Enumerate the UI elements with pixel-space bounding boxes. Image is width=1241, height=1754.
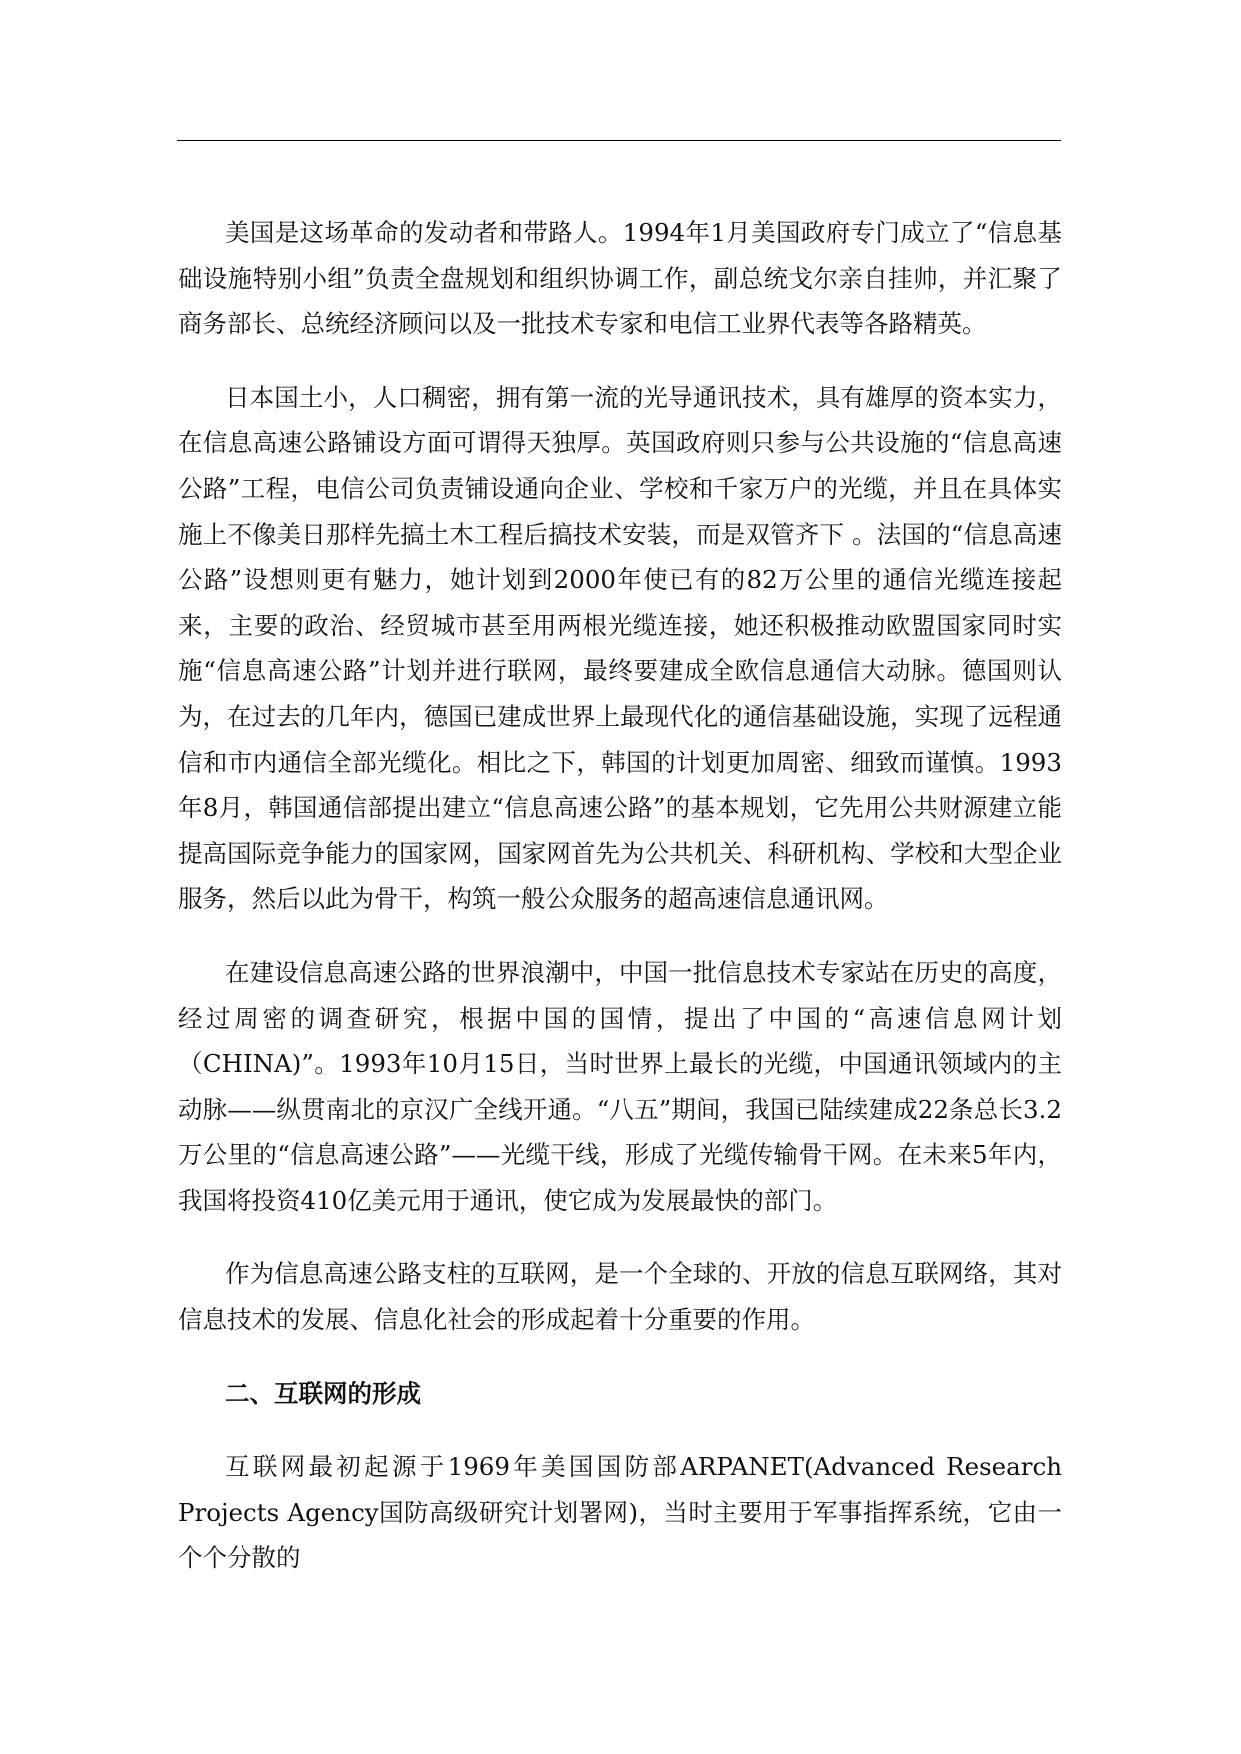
paragraph-us: 美国是这场革命的发动者和带路人。1994年1月美国政府专门成立了“信息基础设施特别小组”负责全盘规划和组织协调工作，副总统戈尔亲自挂帅，并汇聚了商务部长、总统经济顾问以及一批技术专家和电信工业界代表等各路精英。 <box>178 218 1062 339</box>
header-rule <box>177 140 1061 141</box>
paragraph-countries: 日本国土小，人口稠密，拥有第一流的光导通讯技术，具有雄厚的资本实力，在信息高速公路铺设方面可谓得天独厚。英国政府则只参与公共设施的“信息高速公路”工程，电信公司负责铺设通向企业、学校和千家万户的光缆，并且在具体实施上不像美日那样先搞土木工程后搞技术安装，而是双管齐下 。法国的“信息高速公路”设想则更有魅力，她计划到2000年使已有的82万公里的通信光缆连接起来，主要的政治、经贸城市甚至用两根光缆连接，她还积极推动欧盟国家同时实施“信息高速公路”计划并进行联网，最终要建成全欧信息通信大动脉。德国则认为，在过去的几年内，德国已建成世界上最现代化的通信基础设施，实现了远程通信和市内通信全部光缆化。相比之下，韩国的计划更加周密、细致而谨慎。1993年8月，韩国通信部提出建立“信息高速公路”的基本规划，它先用公共财源建立能提高国际竞争能力的国家网，国家网首先为公共机关、科研机构、学校和大型企业服务，然后以此为骨干，构筑一般公众服务的超高速信息通讯网。 <box>178 382 1062 914</box>
paragraph-china: 在建设信息高速公路的世界浪潮中，中国一批信息技术专家站在历史的高度，经过周密的调查研究，根据中国的国情，提出了中国的“高速信息网计划（CHINA)”。1993年10月15日，当时世界上最长的光缆，中国通讯领域内的主动脉——纵贯南北的京汉广全线开通。“八五”期间，我国已陆续建成22条总长3.2万公里的“信息高速公路”——光缆干线，形成了光缆传输骨干网。在未来5年内，我国将投资410亿美元用于通讯，使它成为发展最快的部门。 <box>178 957 1062 1215</box>
paragraph-arpanet: 互联网最初起源于1969年美国国防部ARPANET(Advanced Research Projects Agency国防高级研究计划署网)，当时主要用于军事指挥系统，它由一个个分散的 <box>178 1452 1070 1573</box>
paragraph-internet-pillar: 作为信息高速公路支柱的互联网，是一个全球的、开放的信息互联网络，其对信息技术的发展、信息化社会的形成起着十分重要的作用。 <box>178 1259 1062 1335</box>
document-body <box>178 210 1070 1581</box>
section-heading: 二、互联网的形成 <box>225 1378 421 1408</box>
